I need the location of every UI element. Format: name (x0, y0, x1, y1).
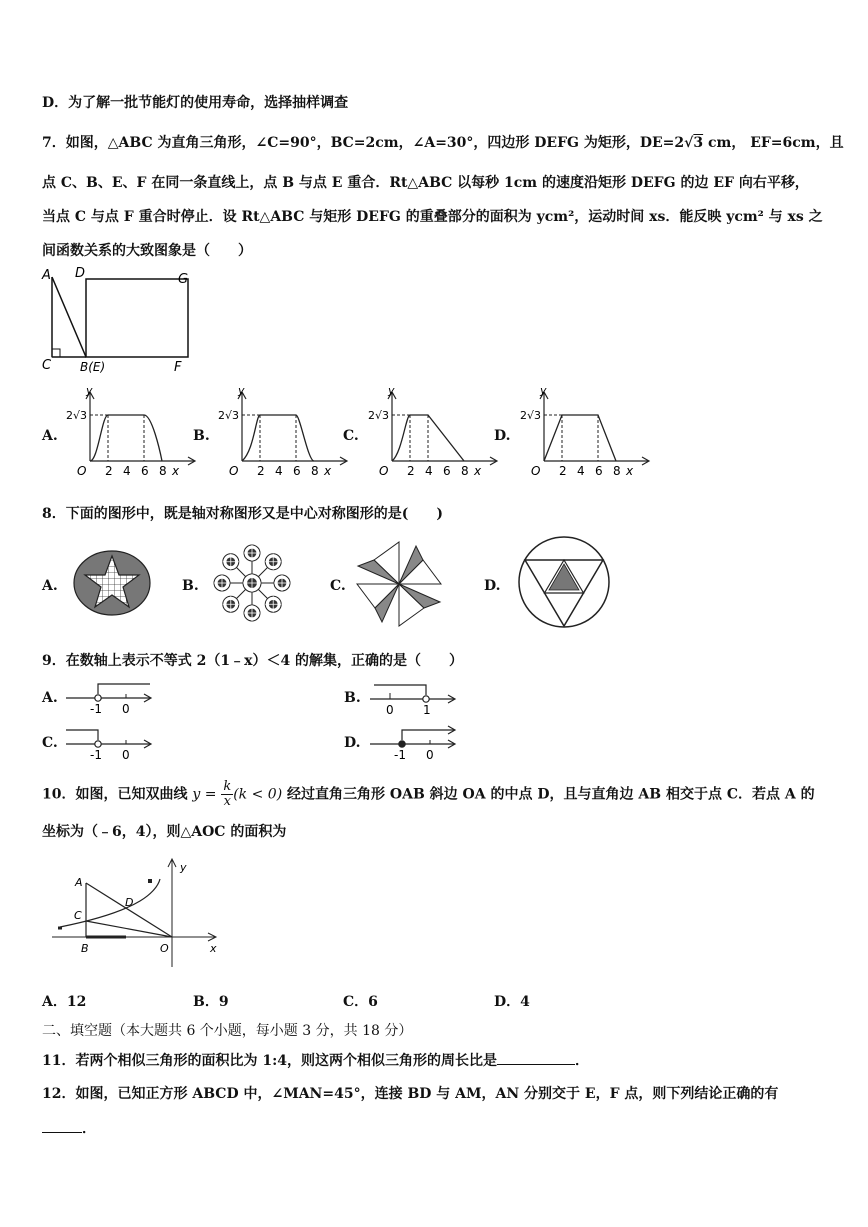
q11-answer-blank (497, 1052, 575, 1065)
q7-triangle-rectangle-figure (38, 265, 198, 375)
q8-stem: 8．下面的图形中，既是轴对称图形又是中心对称图形的是( ) (42, 506, 443, 522)
q10-option-d: D．4 (494, 994, 530, 1010)
q7-option-c-label: C. (343, 428, 359, 444)
y-value-label: 2√3 (218, 409, 240, 422)
q8-star-ellipse-figure (72, 548, 154, 618)
q8-option-d-label: D. (484, 578, 501, 594)
q7-sqrt3: 3 (693, 135, 704, 151)
q7-stem-line4: 间函数关系的大致图象是（ ） (42, 243, 252, 259)
q8-circle-triangle-figure (516, 534, 612, 630)
origin-label: O (531, 464, 541, 478)
q9-option-d-label: D. (344, 735, 361, 751)
q10-y-eq: y = (192, 786, 217, 803)
q11-stem-row (42, 1050, 589, 1070)
fig-label-y: y (180, 861, 187, 874)
q12-end: ． (82, 1121, 96, 1137)
origin-label: O (77, 464, 87, 478)
tick-label-8: 8 (311, 464, 319, 478)
x-label: x (324, 464, 332, 478)
y-label: y (238, 384, 245, 397)
sqrt-sign: √ (684, 135, 694, 151)
q10-stem-a: 10．如图，已知双曲线 (42, 786, 188, 803)
tick-label-8: 8 (613, 464, 621, 478)
label-minus-one: -1 (394, 748, 406, 762)
q9-number-line-d (368, 724, 462, 762)
fig-label-b: B (81, 942, 89, 955)
fig-label-d: D (125, 896, 134, 909)
label-minus-one: -1 (90, 748, 102, 762)
q9-stem: 9．在数轴上表示不等式 2（1﹣x）＜4 的解集，正确的是（ ） (42, 653, 464, 669)
tick-label-2: 2 (559, 464, 567, 478)
q7-graph-b (216, 385, 346, 477)
q10-hyperbola-figure (50, 855, 225, 973)
tick-label-2: 2 (407, 464, 415, 478)
label-minus-one: -1 (90, 702, 102, 716)
x-label: x (474, 464, 482, 478)
tick-label-8: 8 (159, 464, 167, 478)
q6-option-d: D．为了解一批节能灯的使用寿命，选择抽样调查 (42, 95, 349, 111)
tick-label-6: 6 (595, 464, 603, 478)
q12-stem: 12．如图，已知正方形 ABCD 中，∠MAN=45°，连接 BD 与 AM，AN 分别交于 E，F 点，则下列结论正确的有 (42, 1086, 779, 1102)
q10-stem-line2: 坐标为（﹣6，4），则△AOC 的面积为 (42, 824, 287, 840)
q10-option-a: A．12 (42, 994, 87, 1010)
label-zero: 0 (426, 748, 434, 762)
q8-option-a-label: A. (42, 578, 58, 594)
q7-stem-line2: 点 C、B、E、F 在同一条直线上，点 B 与点 E 重合．Rt△ABC 以每秒 1cm 的速度沿矩形 DEFG 的边 EF 向右平移， (42, 175, 809, 191)
label-zero: 0 (386, 703, 394, 717)
q7-option-a-label: A. (42, 428, 58, 444)
frac-numerator: k (223, 779, 232, 794)
q8-flower-circles-figure (210, 543, 294, 623)
graph-curve (544, 415, 616, 461)
q9-number-line-a (64, 680, 158, 714)
q7-option-d-label: D. (494, 428, 511, 444)
fig-label-x: x (210, 942, 217, 955)
q10-condition: (k < 0) (233, 786, 283, 803)
q10-option-c: C．6 (343, 994, 378, 1010)
q7-option-b-label: B. (193, 428, 210, 444)
frac-denominator: x (223, 794, 231, 809)
tick-label-4: 4 (275, 464, 283, 478)
tick-label-6: 6 (443, 464, 451, 478)
q8-option-c-label: C. (330, 578, 346, 594)
q7-stem-line3: 当点 C 与点 F 重合时停止．设 Rt△ABC 与矩形 DEFG 的重叠部分的面积为 ycm²，运动时间 xs．能反映 ycm² 与 xs 之 (42, 209, 823, 225)
q11-end: ． (575, 1053, 590, 1069)
tick-label-4: 4 (425, 464, 433, 478)
section-title: 二、填空题（本大题共 6 个小题，每小题 3 分，共 18 分） (42, 1023, 413, 1039)
q12-answer-row (42, 1118, 96, 1138)
q11-stem: 11．若两个相似三角形的面积比为 1:4，则这两个相似三角形的周长比是 (42, 1053, 498, 1069)
fig-label-g: G (178, 272, 189, 287)
tick-label-4: 4 (577, 464, 585, 478)
tick-label-8: 8 (461, 464, 469, 478)
q7-line1a: 7．如图，△ABC 为直角三角形，∠C=90°，BC=2cm，∠A=30°，四边形 DEFG 为矩形，DE=2 (42, 135, 685, 151)
fig-label-o: O (160, 942, 169, 955)
q10-option-b: B．9 (193, 994, 229, 1010)
q7-graph-a (64, 385, 194, 477)
fig-label-be: B(E) (80, 360, 106, 374)
y-value-label: 2√3 (368, 409, 390, 422)
q7-graph-d (518, 385, 648, 477)
q10-stem-b: 经过直角三角形 OAB 斜边 OA 的中点 D，且与直角边 AB 相交于点 C．若点 A 的 (287, 786, 815, 803)
q10-stem-line1 (42, 780, 815, 809)
label-zero: 0 (122, 702, 130, 716)
y-value-label: 2√3 (520, 409, 542, 422)
tick-label-2: 2 (105, 464, 113, 478)
fig-label-c: C (42, 358, 52, 373)
origin-label: O (379, 464, 389, 478)
q7-graph-c (366, 385, 496, 477)
x-label: x (626, 464, 634, 478)
tick-label-4: 4 (123, 464, 131, 478)
y-label: y (540, 384, 547, 397)
fig-label-a: A (75, 876, 83, 889)
graph-curve (90, 415, 162, 461)
fig-label-f: F (174, 360, 182, 375)
q12-answer-blank (42, 1120, 82, 1133)
label-one: 1 (423, 703, 431, 717)
fig-label-c: C (74, 909, 82, 922)
fig-label-a: A (42, 268, 51, 283)
q9-number-line-c (64, 724, 158, 762)
label-zero: 0 (122, 748, 130, 762)
origin-label: O (229, 464, 239, 478)
q9-number-line-b (368, 675, 462, 715)
x-label: x (172, 464, 180, 478)
tick-label-6: 6 (141, 464, 149, 478)
q8-option-b-label: B. (182, 578, 199, 594)
fig-label-d: D (75, 266, 86, 281)
q9-option-a-label: A. (42, 690, 58, 706)
q9-option-b-label: B. (344, 690, 361, 706)
q9-option-c-label: C. (42, 735, 58, 751)
q7-stem-line1 (42, 132, 844, 152)
q7-line1b: cm， EF=6cm，且 (707, 135, 844, 151)
y-label: y (388, 384, 395, 397)
tick-label-2: 2 (257, 464, 265, 478)
tick-label-6: 6 (293, 464, 301, 478)
y-value-label: 2√3 (66, 409, 88, 422)
q8-pinwheel-figure (352, 538, 446, 630)
graph-curve (242, 415, 314, 461)
y-label: y (86, 384, 93, 397)
q10-fraction (221, 780, 233, 809)
